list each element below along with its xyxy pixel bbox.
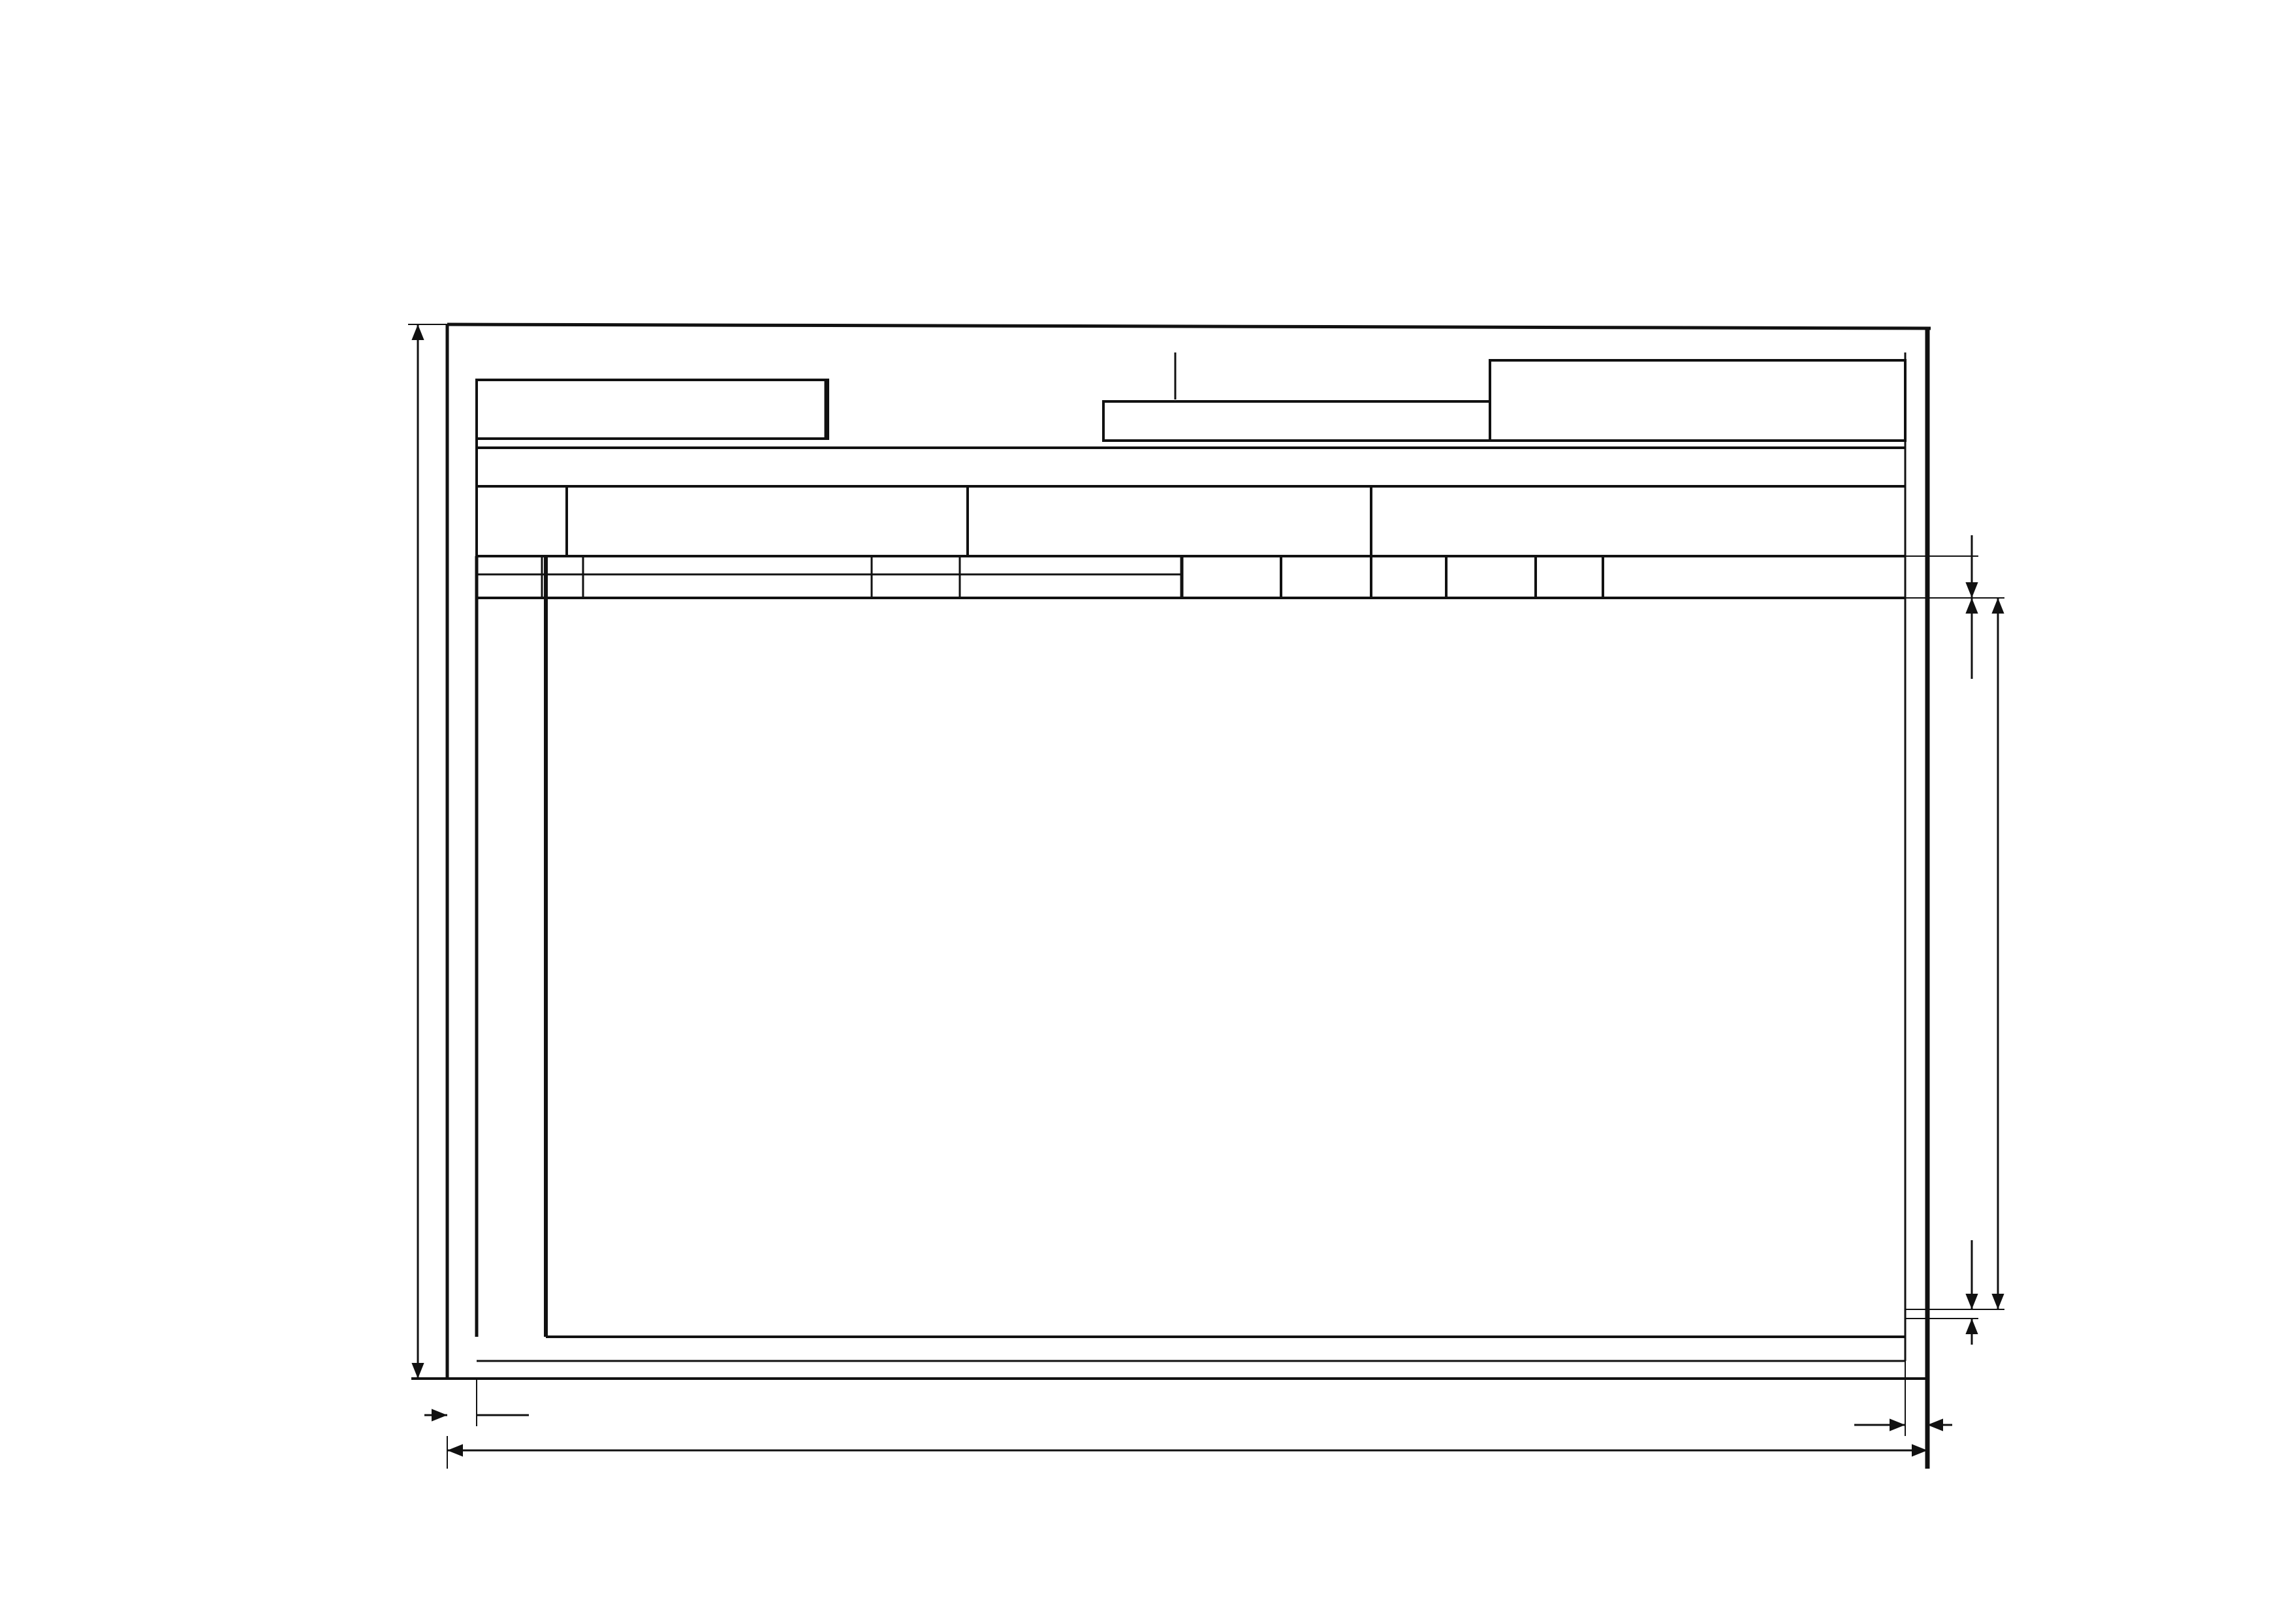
top-boxes [477,352,1905,556]
form-frame [411,324,1931,1469]
column-headers [477,556,1905,1337]
dimension-lines [408,324,2004,1469]
